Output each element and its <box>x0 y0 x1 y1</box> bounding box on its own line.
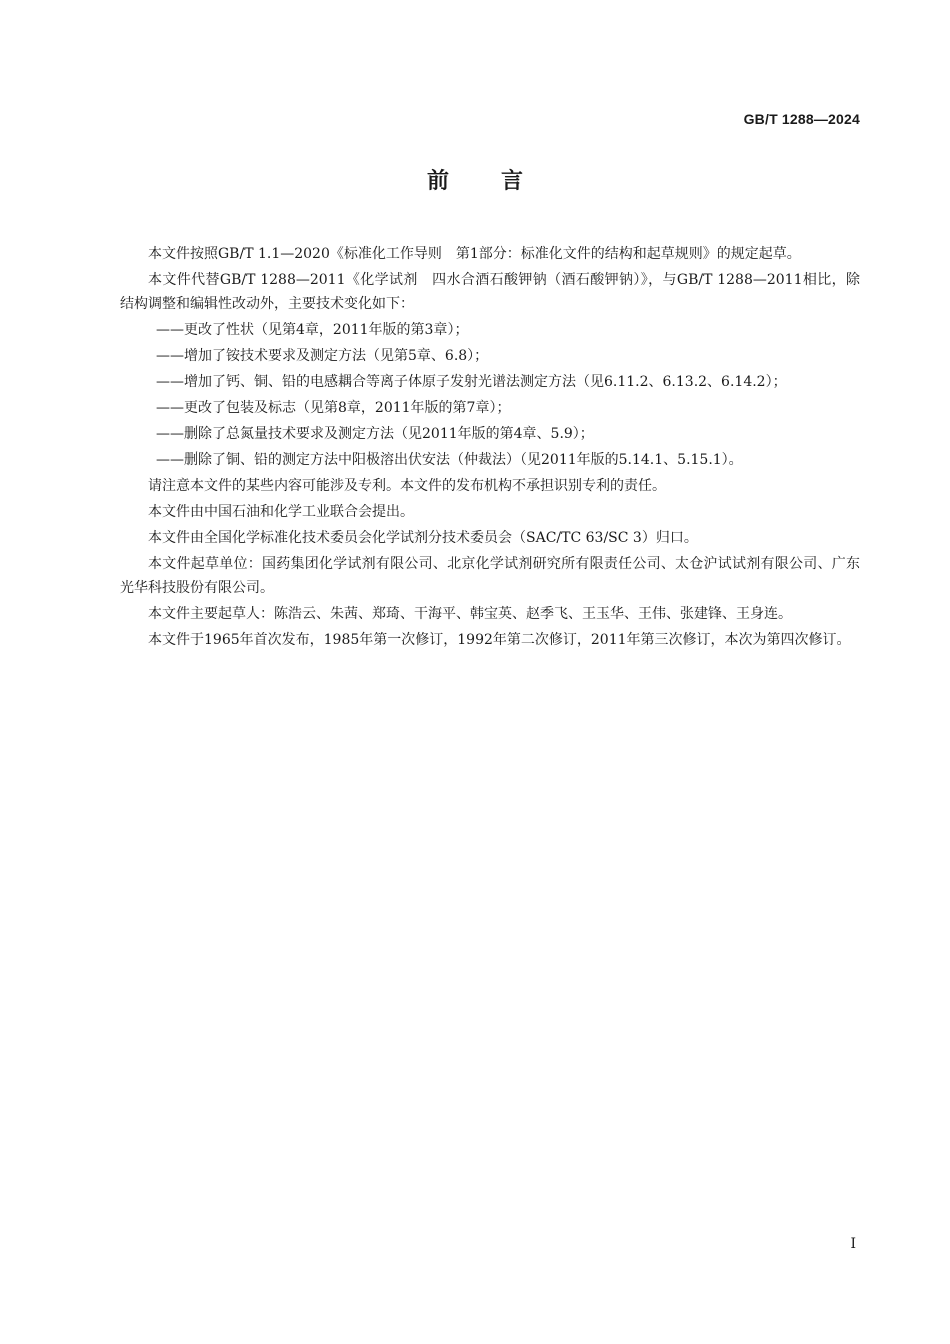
paragraph-patent-notice: 请注意本文件的某些内容可能涉及专利。本文件的发布机构不承担识别专利的责任。 <box>148 478 666 494</box>
paragraph-drafting-units: 本文件起草单位：国药集团化学试剂有限公司、北京化学试剂研究所有限责任公司、太仓沪试试剂有限公司、广东光华科技股份有限公司。 <box>120 556 860 596</box>
paragraph-proposed-by: 本文件由中国石油和化学工业联合会提出。 <box>148 504 414 520</box>
paragraph-managed-by: 本文件由全国化学标准化技术委员会化学试剂分技术委员会（SAC/TC 63/SC 3）归口。 <box>148 530 698 546</box>
change-item: ——删除了铜、铅的测定方法中阳极溶出伏安法（仲裁法）（见2011年版的5.14.1、5.15.1）。 <box>156 452 743 468</box>
page-title: 前言 <box>426 169 575 194</box>
paragraph-replaces: 本文件代替GB/T 1288—2011《化学试剂 四水合酒石酸钾钠（酒石酸钾钠）》，与GB/T 1288—2011相比，除结构调整和编辑性改动外，主要技术变化如下： <box>120 272 860 312</box>
page-number: I <box>850 1236 856 1252</box>
paragraph-drafting-rules: 本文件按照GB/T 1.1—2020《标准化工作导则 第1部分：标准化文件的结构和起草规则》的规定起草。 <box>148 246 801 262</box>
change-item: ——增加了铵技术要求及测定方法（见第5章、6.8）； <box>156 348 489 364</box>
change-item: ——更改了性状（见第4章，2011年版的第3章）； <box>156 322 469 338</box>
change-item: ——更改了包装及标志（见第8章，2011年版的第7章）； <box>156 400 511 416</box>
paragraph-history: 本文件于1965年首次发布，1985年第一次修订，1992年第二次修订，2011年第三次修订，本次为第四次修订。 <box>148 632 851 648</box>
change-item: ——增加了钙、铜、铅的电感耦合等离子体原子发射光谱法测定方法（见6.11.2、6.13.2、6.14.2）； <box>156 374 787 390</box>
change-item: ——删除了总氮量技术要求及测定方法（见2011年版的第4章、5.9）； <box>156 426 594 442</box>
paragraph-drafters: 本文件主要起草人：陈浩云、朱茜、郑琦、干海平、韩宝英、赵季飞、王玉华、王伟、张建锋、王身连。 <box>148 606 792 622</box>
standard-code: GB/T 1288—2024 <box>743 111 860 127</box>
foreword-body <box>120 242 860 654</box>
